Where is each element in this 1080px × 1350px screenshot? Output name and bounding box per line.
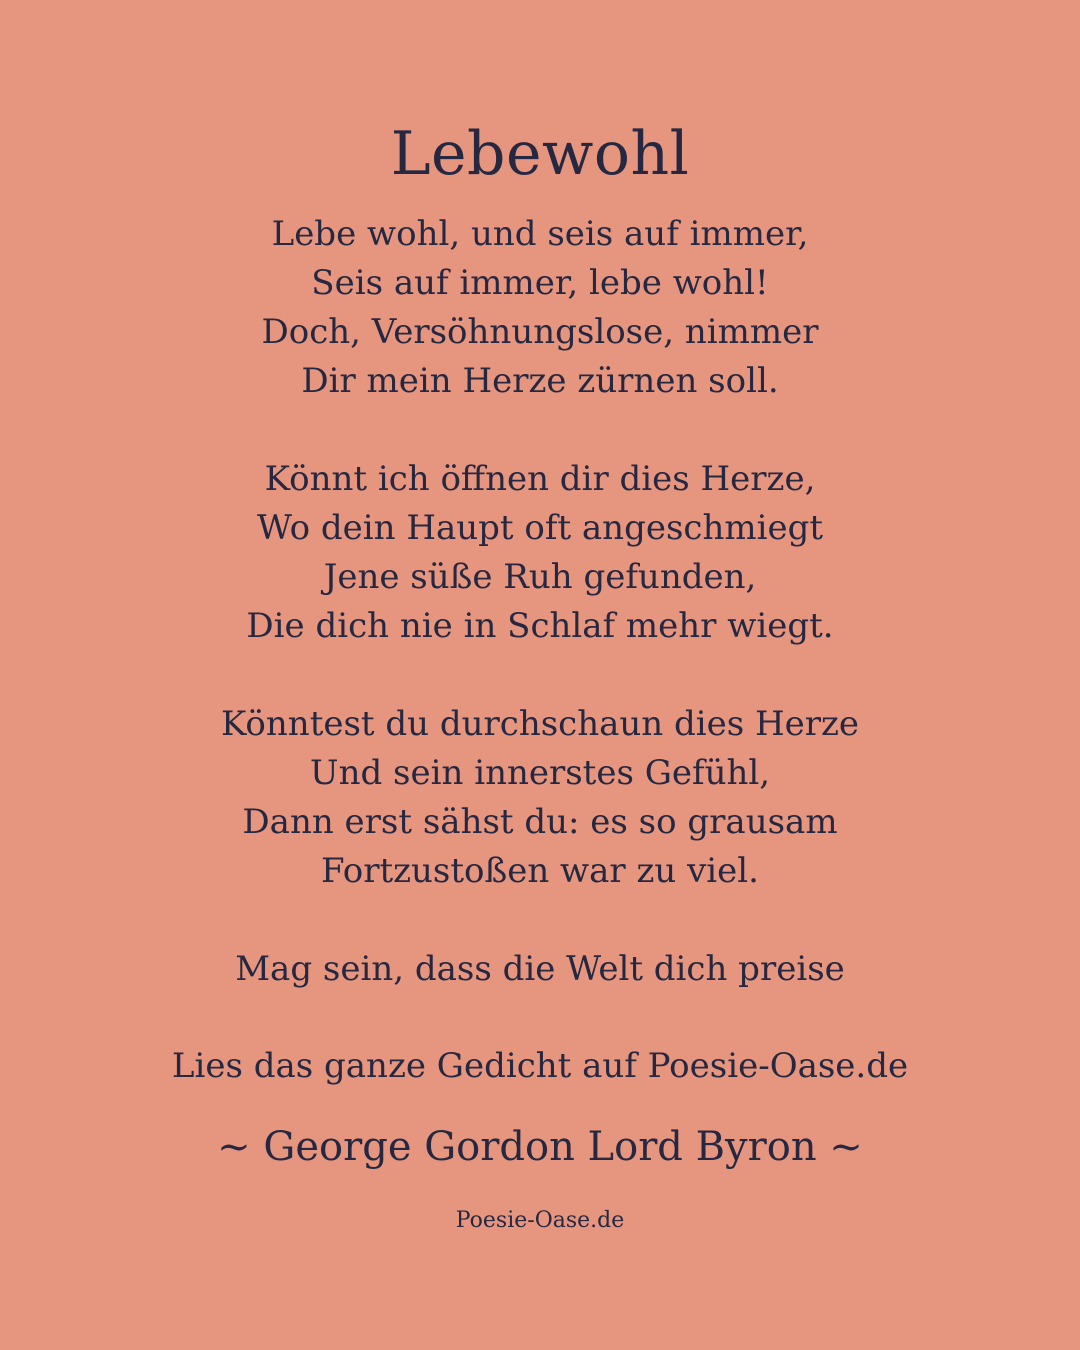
- poem-line: Dir mein Herze zürnen soll.: [301, 361, 779, 401]
- poem-body: [0, 210, 1080, 1043]
- stanza: [0, 455, 1080, 651]
- poem-line: Könnt ich öffnen dir dies Herze,: [264, 459, 816, 499]
- poem-line: Seis auf immer, lebe wohl!: [311, 263, 769, 303]
- stanza: [0, 210, 1080, 406]
- read-full-poem-text: Lies das ganze Gedicht auf Poesie-Oase.de: [171, 1046, 909, 1086]
- poem-line: Fortzustoßen war zu viel.: [321, 851, 759, 891]
- author-name: ~ George Gordon Lord Byron ~: [217, 1124, 863, 1170]
- poem-line: Die dich nie in Schlaf mehr wiegt.: [246, 606, 834, 646]
- poem-title: Lebewohl: [390, 119, 690, 189]
- poem-line: Und sein innerstes Gefühl,: [309, 753, 771, 793]
- site-watermark: Poesie-Oase.de: [455, 1208, 625, 1233]
- poem-line: Mag sein, dass die Welt dich preise: [235, 949, 845, 989]
- poem-line: Wo dein Haupt oft angeschmiegt: [256, 508, 824, 548]
- stanza: [0, 945, 1080, 994]
- poem-line: Jene süße Ruh gefunden,: [323, 557, 757, 597]
- poem-line: Doch, Versöhnungslose, nimmer: [261, 312, 819, 352]
- poem-line: Könntest du durchschaun dies Herze: [220, 704, 860, 744]
- poem-line: Lebe wohl, und seis auf immer,: [271, 214, 809, 254]
- stanza: [0, 700, 1080, 896]
- poem-line: Dann erst sähst du: es so grausam: [242, 802, 838, 842]
